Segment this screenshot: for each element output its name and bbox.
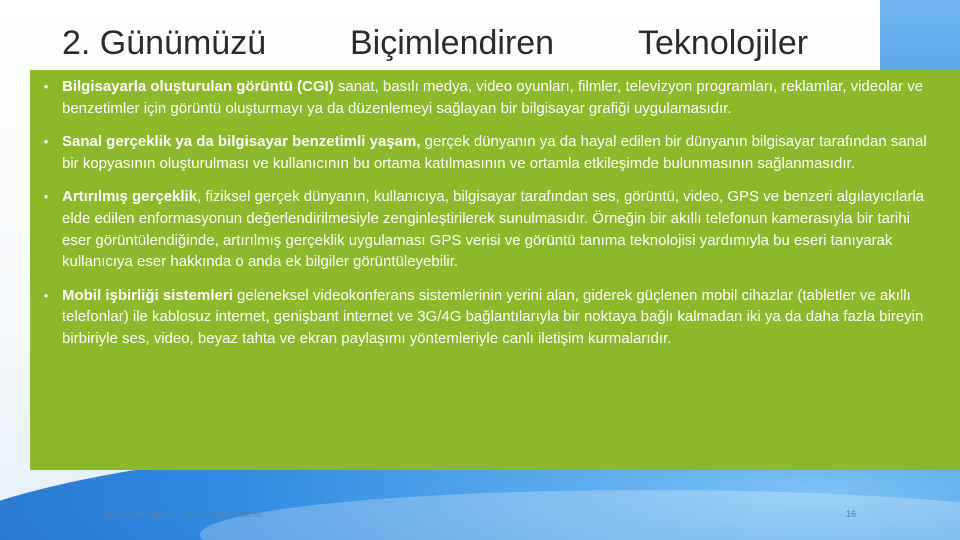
bullet-item xyxy=(30,76,942,119)
bullet-term: Artırılmış gerçeklik xyxy=(62,188,198,206)
bullet-item xyxy=(30,186,942,272)
content-box xyxy=(30,70,960,470)
bullet-item xyxy=(30,285,942,350)
bullet-text: , fiziksel gerçek dünyanın, kullanıcıya, bilgisayar tarafından ses, görüntü, video, GPS ve benzeri algılayıcılarla elde edilen enformasyonun değerlendirilmesiyle zenginleştirilerek sunulmasıdır. Örneğin bir akıllı telefonun kamerasıyla bir tarihi eser görüntülendiğinde, artırılmış gerçeklik uygulaması GPS verisi ve görüntü tanıma teknolojisi yardımıyla bu eseri tanıyarak kullanıcıya eser hakkında o anda ek bilgiler görüntüleyebilir. xyxy=(62,188,925,271)
bullet-text: gerçek dünyanın ya da hayal edilen bir dünyanın bilgisayar tarafından sanal bir kopyasının oluşturulması ve kullanıcının bu ortama katılmasının ve ortamla etkileşimde bulunmasının sağlanmasıdır. xyxy=(62,133,927,172)
bullet-marker: • xyxy=(43,79,49,94)
bullet-term: Bilgisayarla oluşturulan görüntü (CGI) xyxy=(62,78,334,95)
bullet-term: Mobil işbirliği sistemleri xyxy=(62,286,233,304)
bullet-text: geleneksel videokonferans sistemlerinin yerini alan, giderek güçlenen mobil cihazlar (tabletler ve akıllı telefonlar) ile kablosuz internet, genişbant internet ve 3G/4G bağlantılarıyla bir noktaya bağlı kalmadan iki ya da daha fazla bireyin birbiriyle ses, video, beyaz tahta ve ekran paylaşımı yöntemleriyle canlı iletişim kurmalarıdır. xyxy=(62,286,924,347)
bullet-marker: • xyxy=(43,134,49,150)
bullet-text: sanat, basılı medya, video oyunları, filmler, televizyon programları, reklamlar, videolar ve benzetimler için görüntü oluşturmayı ya da düzenlemeyi sağlayan bir bilgisayar grafiği uygulamasıdır. xyxy=(62,78,924,117)
slide-title-word-3: Teknolojiler xyxy=(638,23,809,62)
bullet-term: Sanal gerçeklik ya da bilgisayar benzetimli yaşam, xyxy=(62,133,421,151)
bullet-marker: • xyxy=(43,189,49,205)
page-number: 16 xyxy=(846,509,857,519)
slide-title-word-1: 2. Günümüzü xyxy=(62,23,267,62)
slide-title-word-2: Biçimlendiren xyxy=(350,23,555,62)
bullet-item xyxy=(30,131,942,174)
footer-author: ÖĞR. GÖR. NIMET ÖZGÜL ÜNSAL KÖSE xyxy=(101,510,264,519)
bullet-marker: • xyxy=(43,287,49,303)
slide-title xyxy=(62,20,922,66)
